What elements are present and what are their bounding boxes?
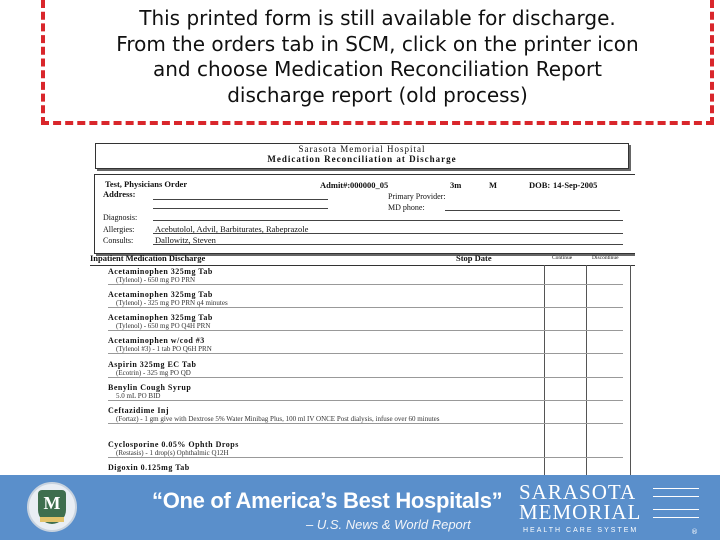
address-label: Address: xyxy=(103,189,136,199)
medication-row xyxy=(108,290,623,308)
medication-table-header xyxy=(90,253,635,266)
logo-rule xyxy=(653,496,699,497)
logo-subtitle: HEALTH CARE SYSTEM xyxy=(523,527,639,534)
medication-row xyxy=(108,360,623,378)
allergies-line xyxy=(153,233,623,234)
medication-detail: 5.0 mL PO BID xyxy=(116,392,161,400)
medication-name: Acetaminophen w/cod #3 xyxy=(108,336,205,345)
medication-detail: (Restasis) - 1 drop(s) Ophthalmic Q12H xyxy=(116,449,229,457)
md-phone-line xyxy=(445,210,620,211)
medication-name: Digoxin 0.125mg Tab xyxy=(108,463,190,472)
admit-label: Admit#: xyxy=(320,180,351,190)
medication-detail: (Tylenol #3) - 1 tab PO Q6H PRN xyxy=(116,345,212,353)
patient-sex: M xyxy=(489,180,498,190)
allergies-value: Acebutolol, Advil, Barbiturates, Rabeprazole xyxy=(155,224,309,234)
medication-name: Acetaminophen 325mg Tab xyxy=(108,313,213,322)
form-header xyxy=(95,143,629,169)
inpatient-medication-header: Inpatient Medication Discharge xyxy=(90,253,206,263)
dob-value: 14-Sep-2005 xyxy=(553,180,598,190)
medication-row xyxy=(108,336,623,354)
medication-row xyxy=(108,383,623,401)
medication-name: Cyclosporine 0.05% Ophth Drops xyxy=(108,440,239,449)
medication-detail: (Tylenol) - 650 mg PO PRN xyxy=(116,276,196,284)
patient-info-box xyxy=(94,174,635,254)
seal-shield xyxy=(38,490,66,524)
patient-name: Test, Physicians Order xyxy=(105,179,188,189)
allergies-label: Allergies: xyxy=(103,225,135,234)
logo-rule xyxy=(653,509,699,510)
medication-detail: (Ecotrin) - 325 mg PO QD xyxy=(116,369,191,377)
hospital-seal-icon xyxy=(27,482,77,532)
instruction-line-1: This printed form is still available for discharge. xyxy=(139,6,616,30)
medication-name: Ceftazidime Inj xyxy=(108,406,170,415)
instruction-line-4: discharge report (old process) xyxy=(227,82,528,107)
logo-rule xyxy=(653,488,699,489)
stop-date-header: Stop Date xyxy=(456,253,492,263)
primary-provider-label: Primary Provider: xyxy=(388,192,446,201)
logo-line-2: MEMORIAL xyxy=(519,500,642,524)
instruction-line-3: and choose Medication Reconciliation Report xyxy=(152,57,603,81)
form-title: Medication Reconciliation at Discharge xyxy=(267,154,457,164)
instruction-callout xyxy=(41,0,714,125)
footer-attribution: – U.S. News & World Report xyxy=(306,517,471,532)
seal-ribbon xyxy=(40,517,64,522)
medication-row xyxy=(108,463,623,472)
diagnosis-label: Diagnosis: xyxy=(103,213,138,222)
md-phone-label: MD phone: xyxy=(388,203,425,212)
logo-rule xyxy=(653,517,699,518)
registered-mark: ® xyxy=(691,528,698,536)
consults-value: Dallowitz, Steven xyxy=(155,235,216,245)
diagnosis-line xyxy=(153,220,623,221)
logo-line-1: SARASOTA xyxy=(519,480,637,504)
medication-row xyxy=(108,440,623,458)
instruction-text xyxy=(45,6,710,108)
right-column-rule xyxy=(630,265,631,475)
medication-detail: (Tylenol) - 650 mg PO Q4H PRN xyxy=(116,322,211,330)
medication-row xyxy=(108,406,623,424)
instruction-line-2: From the orders tab in SCM, click on the printer icon xyxy=(116,31,639,56)
admit-number: 000000_05 xyxy=(350,180,389,190)
consults-label: Consults: xyxy=(103,236,134,245)
medication-row xyxy=(108,313,623,331)
address-line-2 xyxy=(153,208,328,209)
medication-name: Acetaminophen 325mg Tab xyxy=(108,267,213,276)
medication-name: Benylin Cough Syrup xyxy=(108,383,192,392)
medication-name: Aspirin 325mg EC Tab xyxy=(108,360,197,369)
dob-label: DOB: xyxy=(529,180,551,190)
continue-header: Continue xyxy=(552,255,573,261)
medication-name: Acetaminophen 325mg Tab xyxy=(108,290,213,299)
sarasota-memorial-logo xyxy=(519,482,699,537)
seal-letter: M xyxy=(43,493,61,513)
hospital-name: Sarasota Memorial Hospital xyxy=(298,144,426,154)
medication-reconciliation-form xyxy=(90,143,635,475)
footer-quote: “One of America’s Best Hospitals” xyxy=(152,488,503,513)
medication-detail: (Fortaz) - 1 gm give with Dextrose 5% Water Minibag Plus, 100 ml IV ONCE Post dialysis, infuse over 60 minutes xyxy=(116,415,440,423)
discontinue-header: Discontinue xyxy=(592,255,619,261)
consults-line xyxy=(153,244,623,245)
address-line-1 xyxy=(153,199,328,200)
patient-age: 3m xyxy=(450,180,462,190)
footer-banner xyxy=(0,475,720,540)
medication-detail: (Tylenol) - 325 mg PO PRN q4 minutes xyxy=(116,299,228,307)
medication-row xyxy=(108,267,623,285)
